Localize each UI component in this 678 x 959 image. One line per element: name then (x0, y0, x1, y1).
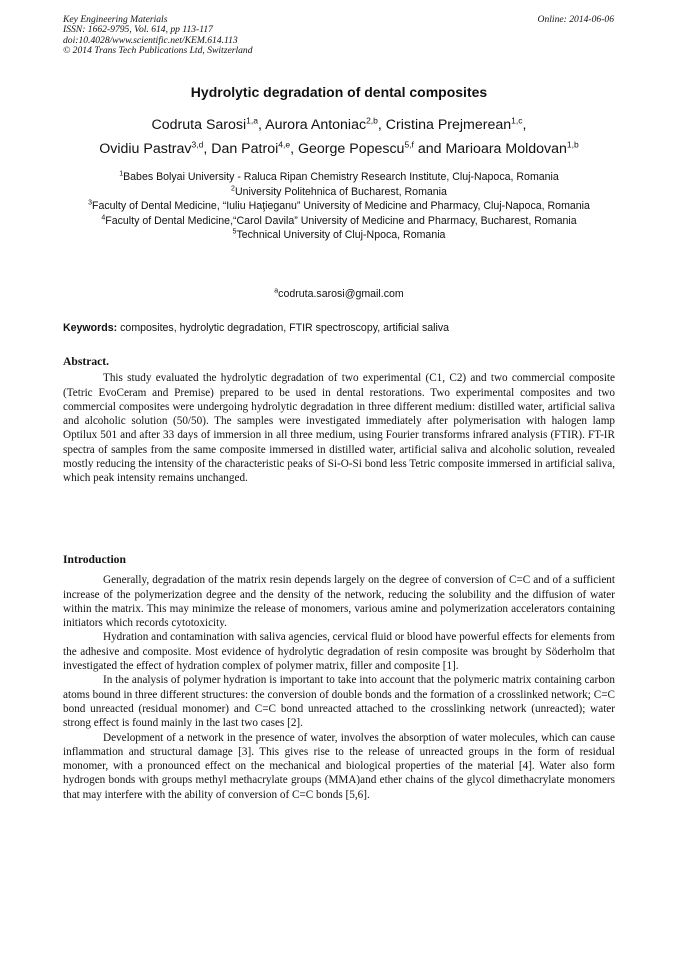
author: Aurora Antoniac$^{2,b}$, (265, 115, 386, 133)
keywords-text: composites, hydrolytic degradation, FTIR spectroscopy, artificial saliva (120, 322, 450, 334)
affiliation-list (60, 170, 618, 243)
intro-paragraph: Generally, degradation of the matrix resin depends largely on the degree of conversion of C=C and of a sufficient increase of the polymerization degree and the density of the network, reducing the solubility and the diffusion of water within the matrix. This may minimize the release of monomers, various amine and polymerization accelerators containing initiators which records cytotoxicity. (63, 574, 615, 630)
affiliation: $^5$Technical University of Cluj-Npoca, Romania (232, 228, 446, 242)
paper-title: Hydrolytic degradation of dental composites (190, 84, 488, 100)
keywords-label: Keywords: (63, 322, 118, 334)
introduction-heading: Introduction (63, 553, 126, 566)
author-list (40, 113, 638, 161)
intro-paragraph: Development of a network in the presence of water, involves the absorption of water molecules, which can cause inflammation and structural damage [3]. This gives rise to the release of unreacted groups in the form of residual monomer, with a pronounced effect on the mechanical and biological properties of the material [4]. Water also form hydrogen bonds with groups methyl methacrylate groups (MMA)and ether chains of the glycol dimethacrylate monomers that may interfere with the ability of conversion of C=C bonds [5,6]. (63, 731, 615, 801)
affiliation: $^3$Faculty of Dental Medicine, “Iuliu Haţieganu” University of Medicine and Pharmacy, Cluj-Napoca, Romania (88, 199, 590, 213)
intro-paragraph: In the analysis of polymer hydration is important to take into account that the polymeric matrix containing carbon atoms bound in three different structures: the conversion of double bonds and the formation of a crosslinked network; C=C bond unreacted (residual monomer) and C=C bond unreacted attached to the crosslinking network (unreacted); water strong effect is found mainly in the last two cases [2]. (63, 674, 615, 730)
author: George Popescu$^{5,f}$ and (297, 139, 446, 157)
abstract-section (63, 355, 615, 486)
author: Marioara Moldovan$^{1,b}$ (445, 139, 579, 157)
affiliation: $^1$Babes Bolyai University - Raluca Ripan Chemistry Research Institute, Cluj-Napoca, Romania (119, 170, 559, 183)
online-date: Online: 2014-06-06 (537, 14, 614, 25)
copyright-line: © 2014 Trans Tech Publications Ltd, Switzerland (63, 45, 253, 57)
affiliation: $^4$Faculty of Dental Medicine,“Carol Davila” University of Medicine and Pharmacy, Bucharest, Romania (101, 214, 577, 227)
author: Dan Patroi$^{4,e}$, (211, 139, 298, 157)
contact-email: $^a$codruta.sarosi@gmail.com (274, 287, 404, 300)
journal-header (63, 15, 253, 57)
journal-name: Key Engineering Materials (63, 14, 168, 25)
keywords (63, 322, 623, 334)
author: Codruta Sarosi$^{1,a}$, (151, 115, 266, 133)
abstract-text: This study evaluated the hydrolytic degradation of two experimental (C1, C2) and two commercial composite (Tetric EvoCeram and Premise) prepared to be used in dental restorations. Two experimental composites and two commercial composites were undergoing hydrolytic degradation in three different medium: distilled water, artificial saliva and alcoholic solution (50/50). The samples were investigated immediately after polymerisation with halogen lamp Optilux 501 and after 33 days of immersion in all three medium, using Fourier transforms infrared analysis (FTIR). FT-IR spectra of samples from the same composite immersed in distilled water, artificial saliva and alcoholic solution, revealed mostly reducing the intensity of the characteristic peaks of Si-O-Si bond less Tetric composite immersed in artificial saliva, which peak intensity remains unchanged. (63, 372, 615, 485)
intro-paragraph: Hydration and contamination with saliva agencies, cervical fluid or blood have powerful effects for elements from the adhesive and composite. Most evidence of hydrolytic degradation of resin composite was brought by Söderholm that investigated the effect of hydration complex of polymer matrix, filler and composite [1]. (63, 631, 615, 673)
affiliation: $^2$University Politehnica of Bucharest, Romania (231, 185, 447, 198)
introduction-section (63, 553, 615, 802)
doi-line: doi:10.4028/www.scientific.net/KEM.614.113 (63, 34, 238, 46)
author: Ovidiu Pastrav$^{3,d}$, (99, 139, 212, 157)
abstract-heading: Abstract. (63, 355, 110, 368)
author: Cristina Prejmerean$^{1,c}$, (385, 115, 527, 133)
issn-line: ISSN: 1662-9795, Vol. 614, pp 113-117 (63, 24, 213, 36)
